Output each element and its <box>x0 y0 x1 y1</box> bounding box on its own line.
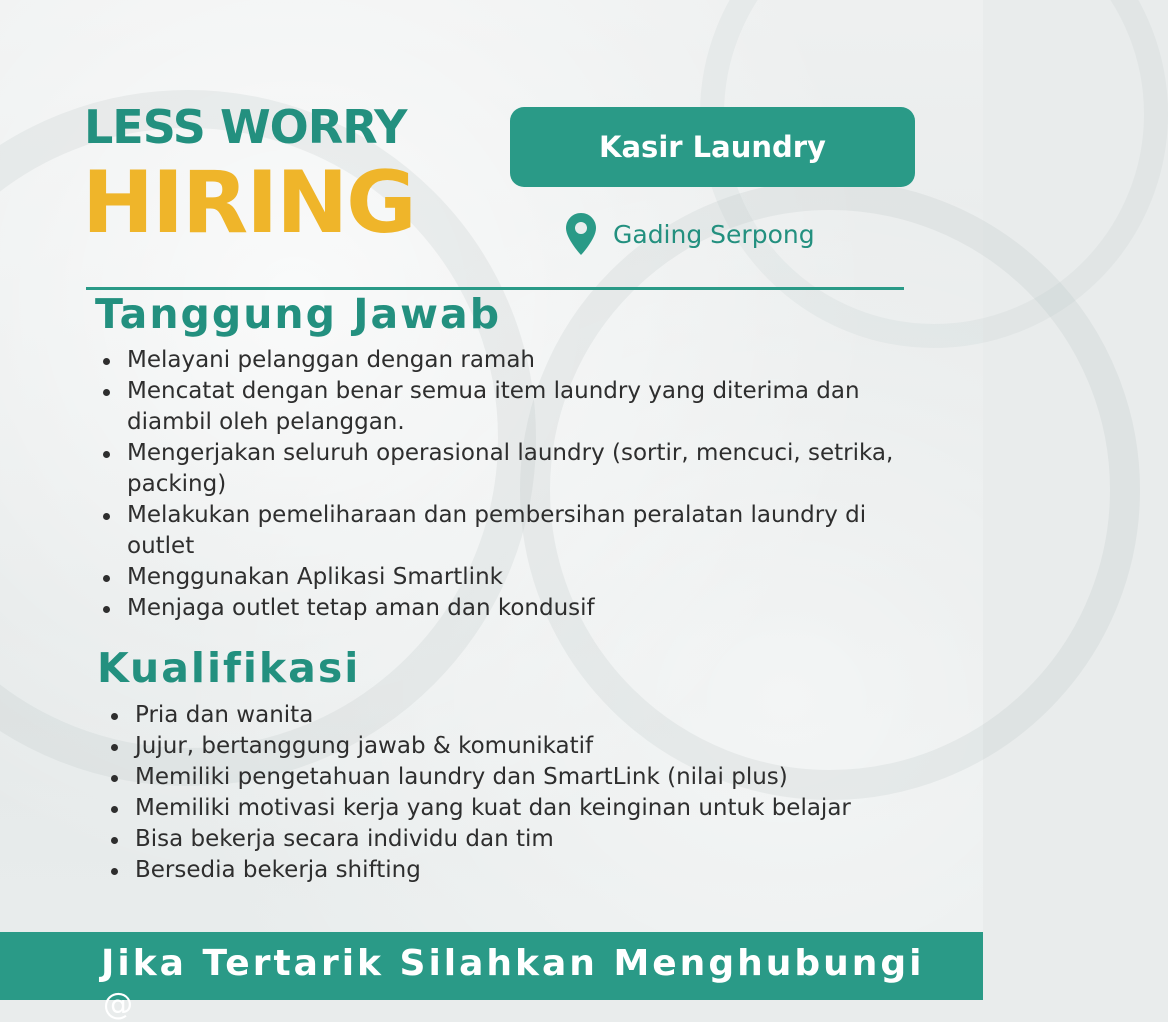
location-text: Gading Serpong <box>613 219 815 249</box>
location <box>565 212 815 256</box>
list-item: Bersedia bekerja shifting <box>108 855 898 886</box>
list-item: Menjaga outlet tetap aman dan kondusif <box>100 593 900 624</box>
list-item: Memiliki motivasi kerja yang kuat dan keinginan untuk belajar <box>108 793 898 824</box>
list-item: Jujur, bertanggung jawab & komunikatif <box>108 731 898 762</box>
contact-prompt: Jika Tertarik Silahkan Menghubungi <box>101 943 925 984</box>
qualifications-list <box>108 700 898 886</box>
tagline: LESS WORRY <box>84 100 407 154</box>
headline-hiring: HIRING <box>82 153 415 253</box>
qualifications-title: Kualifikasi <box>97 644 361 692</box>
list-item: Mengerjakan seluruh operasional laundry (sortir, mencuci, setrika, packing) <box>100 438 900 500</box>
position-badge <box>510 107 915 187</box>
list-item: Bisa bekerja secara individu dan tim <box>108 824 898 855</box>
responsibilities-title: Tanggung Jawab <box>95 290 502 338</box>
list-item: Pria dan wanita <box>108 700 898 731</box>
list-item: Melakukan pemeliharaan dan pembersihan peralatan laundry di outlet <box>100 500 900 562</box>
contact-footer <box>0 932 983 1022</box>
location-pin-icon <box>565 212 597 256</box>
list-item: Memiliki pengetahuan laundry dan SmartLink (nilai plus) <box>108 762 898 793</box>
contact-handle-partial: @ <box>103 987 133 1022</box>
responsibilities-list <box>100 345 900 624</box>
list-item: Melayani pelanggan dengan ramah <box>100 345 900 376</box>
list-item: Menggunakan Aplikasi Smartlink <box>100 562 900 593</box>
list-item: Mencatat dengan benar semua item laundry yang diterima dan diambil oleh pelanggan. <box>100 376 900 438</box>
position-title: Kasir Laundry <box>599 130 826 164</box>
